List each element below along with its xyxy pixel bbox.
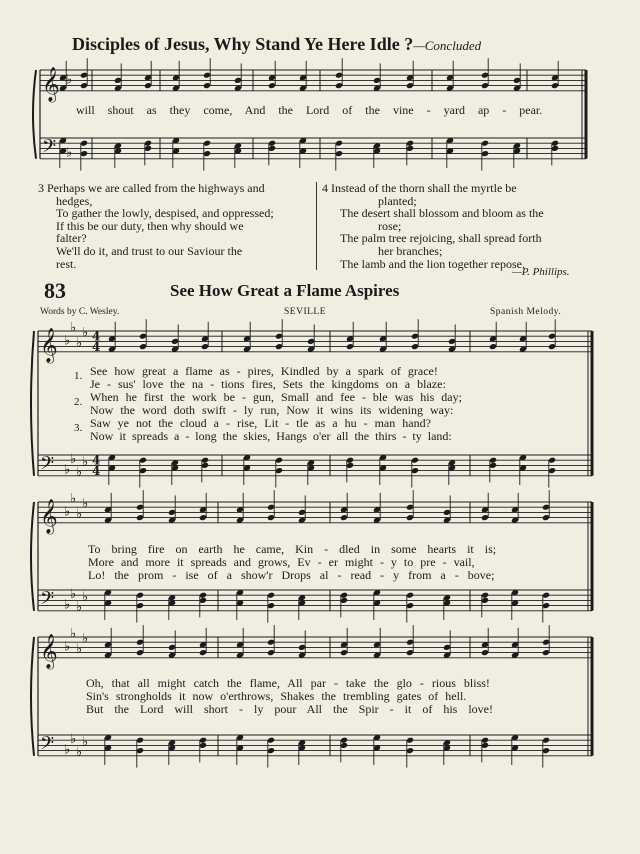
bass-clef-icon: 𝄢	[40, 588, 55, 614]
flat-icon: ♭	[76, 642, 83, 657]
system-brace	[31, 331, 34, 476]
system2-lyric: To bring fire on earth he came, Kin - dled in some hearts it is;	[88, 542, 497, 556]
treble-clef-icon: 𝄞	[40, 327, 58, 363]
stanza-line: hedges,	[56, 193, 93, 208]
time-signature-denominator: 4	[92, 339, 101, 354]
stanza-line: The lamb and the lion together repose.	[340, 256, 525, 271]
flat-icon: ♭	[64, 742, 71, 758]
flat-icon: ♭	[82, 496, 89, 512]
time-signature-denominator: 4	[92, 463, 101, 478]
stanza-line: rest.	[56, 256, 77, 271]
stanza-3	[38, 182, 310, 270]
system-brace	[31, 502, 34, 611]
bass-clef-icon: 𝄢	[40, 733, 55, 759]
stanza-line: rose;	[378, 218, 402, 233]
verse-number: 3.	[74, 422, 83, 434]
flat-icon: ♭	[70, 587, 77, 603]
stanza-line: To gather the lowly, despised, and oppressed;	[56, 206, 274, 221]
flat-icon: ♭	[76, 600, 83, 616]
system3-lyric: Sin's strongholds it now o'erthrows, Shakes the trembling gates of hell.	[86, 689, 467, 703]
flat-icon: ♭	[82, 454, 89, 470]
treble-clef-icon: 𝄞	[40, 633, 58, 669]
flat-icon: ♭	[66, 72, 73, 88]
system-brace	[31, 637, 34, 756]
stanza-line: her branches;	[378, 243, 443, 258]
stanza-line: 3 Perhaps we are called from the highways and	[38, 181, 265, 195]
flat-icon: ♭	[76, 507, 83, 522]
flat-icon: ♭	[64, 597, 71, 613]
stanza-line: We'll do it, and trust to our Saviour the	[56, 243, 243, 258]
flat-icon: ♭	[66, 145, 73, 161]
flat-icon: ♭	[76, 745, 83, 761]
treble-clef-icon: 𝄞	[42, 66, 60, 102]
system2-lyric: Lo! the prom - ise of a show'r Drops al - read - y from a - bove;	[88, 568, 495, 582]
time-signature-numerator: 4	[92, 329, 101, 344]
flat-icon: ♭	[70, 626, 77, 642]
tune-name: SEVILLE	[284, 307, 327, 317]
system2-lyric: More and more it spreads and grows, Ev - er might - y to pre - vail,	[88, 555, 475, 569]
stanza-line: If this be our duty, then why should we	[56, 218, 244, 233]
hymn-82-title: Disciples of Jesus, Why Stand Ye Here Idle ?	[72, 34, 414, 54]
stanza-line: The desert shall blossom and bloom as the	[340, 206, 544, 221]
system1-lyric: Now it spreads a - long the skies, Hangs o'er all the thirs - ty land:	[90, 429, 452, 443]
system1-lyric: When he first the work be - gun, Small and fee - ble was his day;	[90, 390, 462, 404]
flat-icon: ♭	[76, 465, 83, 481]
stanza-divider	[316, 182, 317, 270]
flat-icon: ♭	[82, 631, 89, 647]
stanza-line: 4 Instead of the thorn shall the myrtle be	[322, 181, 517, 195]
concluded-label: —Concluded	[413, 38, 482, 53]
system3-lyric: Oh, that all might catch the flame, All par - take the glo - rious bliss!	[86, 676, 490, 690]
flat-icon: ♭	[64, 504, 71, 520]
stanza-line: planted;	[378, 193, 417, 208]
stanza-line: The palm tree rejoicing, shall spread forth	[340, 231, 542, 246]
flat-icon: ♭	[64, 333, 71, 349]
music-credit: Spanish Melody.	[490, 307, 562, 317]
stanza-line: falter?	[56, 231, 87, 246]
treble-clef-icon: 𝄞	[40, 498, 58, 534]
bass-clef-icon: 𝄢	[40, 453, 55, 479]
system1-lyric: See how great a flame as - pires, Kindled by a spark of grace!	[90, 364, 438, 378]
stanza-4	[322, 182, 594, 270]
words-credit: Words by C. Wesley.	[40, 307, 120, 317]
flat-icon: ♭	[82, 589, 89, 605]
top-system-lyric: will shout as they come, And the Lord of the vine - yard ap - pear.	[76, 103, 543, 117]
verse-number: 2.	[74, 396, 83, 408]
flat-icon: ♭	[70, 452, 77, 468]
system1-lyric: Saw ye not the cloud a - rise, Lit - tle as a hu - man hand?	[90, 416, 431, 430]
flat-icon: ♭	[70, 732, 77, 748]
system3-lyric: But the Lord will short - ly pour All the Spir - it of his love!	[86, 702, 493, 716]
system1-lyric: Je - sus' love the na - tions fires, Sets the kingdoms on a blaze:	[90, 377, 446, 391]
time-signature-numerator: 4	[92, 453, 101, 468]
system-brace	[33, 70, 36, 159]
attribution: —P. Phillips.	[512, 266, 570, 278]
flat-icon: ♭	[70, 320, 77, 336]
hymn-number: 83	[44, 278, 66, 303]
flat-icon: ♭	[70, 491, 77, 507]
flat-icon: ♭	[64, 639, 71, 655]
hymn-title: See How Great a Flame Aspires	[170, 281, 400, 300]
system1-lyric: Now the word doth swift - ly run, Now it wins its widening way:	[90, 403, 454, 417]
flat-icon: ♭	[64, 462, 71, 478]
verse-number: 1.	[74, 370, 83, 382]
bass-clef-icon: 𝄢	[42, 136, 57, 162]
flat-icon: ♭	[82, 325, 89, 341]
flat-icon: ♭	[82, 734, 89, 750]
flat-icon: ♭	[76, 336, 83, 351]
